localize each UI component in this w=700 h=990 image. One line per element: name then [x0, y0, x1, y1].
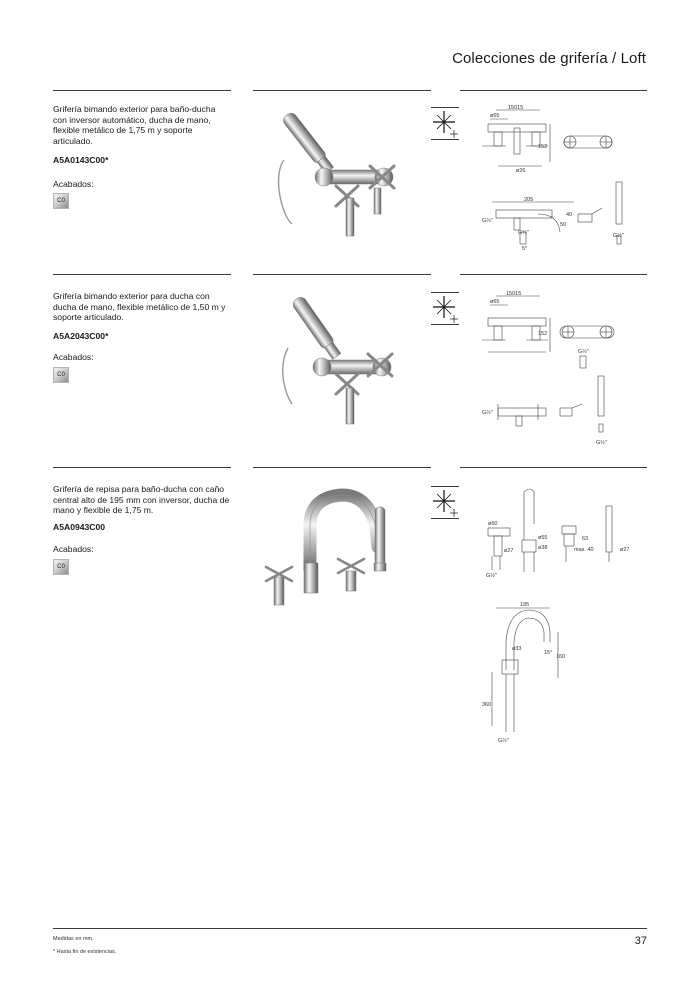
finish-swatch-chrome: C0	[53, 559, 69, 575]
dimension-label: G½"	[486, 573, 497, 579]
dimension-label: ø38	[538, 545, 548, 551]
dimension-label: G½"	[482, 410, 493, 416]
dimension-label: 5°	[522, 246, 528, 252]
dimension-label: 50	[560, 222, 567, 228]
product-description: Grifería bimando exterior para baño-ducha con inversor automático, ducha de mano, flexible metálico de 1,75 m y soporte articulado.	[53, 104, 216, 147]
dimension-label: 15015	[508, 105, 524, 111]
page-title: Colecciones de grifería / Loft	[452, 50, 646, 67]
divider	[253, 274, 431, 275]
sparkle-icon	[430, 487, 462, 519]
divider	[53, 90, 231, 91]
dimension-label: 15015	[506, 291, 522, 297]
footer-note-stock: * Hasta fin de existencias.	[53, 949, 117, 955]
dimension-label: ø27	[620, 547, 630, 553]
dimension-label: ø60	[488, 521, 498, 527]
dimension-label: G½"	[578, 349, 589, 355]
finishes-label: Acabados:	[53, 544, 94, 554]
product-code: A5A2043C00*	[53, 331, 109, 341]
dimension-label: ø65	[490, 113, 500, 119]
footer-note-measures: Medidas en mm.	[53, 936, 94, 942]
divider	[253, 467, 431, 468]
dimension-label: 360	[482, 702, 492, 708]
dimension-label: 195	[520, 602, 530, 608]
product-code: A5A0143C00*	[53, 155, 109, 165]
product-description: Grifería bimando exterior para ducha con ducha de mano, flexible metálico de 1,50 m y soporte articulado.	[53, 291, 226, 323]
sparkle-icon	[430, 108, 462, 140]
dimension-label: 40	[566, 212, 573, 218]
product-description: Grifería de repisa para baño-ducha con caño central alto de 195 mm con inversor, ducha de mano y flexible de 1,75 m.	[53, 484, 230, 516]
header-rule	[460, 90, 647, 91]
product-code: A5A0943C00	[53, 522, 106, 532]
sparkle-icon	[430, 293, 462, 325]
dimension-label: G½"	[596, 440, 607, 446]
dimension-label: ø26	[516, 168, 526, 174]
product-photo	[262, 106, 422, 241]
dimension-label: ø33	[512, 646, 522, 652]
dimension-label: ø55	[538, 535, 548, 541]
footer-rule	[53, 928, 647, 929]
divider	[53, 274, 231, 275]
technical-drawing	[478, 482, 648, 747]
dimension-label: 15°	[544, 650, 553, 656]
dimension-label: 63	[582, 536, 589, 542]
dimension-label: 205	[524, 197, 534, 203]
dimension-label: ø27	[504, 548, 514, 554]
finishes-label: Acabados:	[53, 179, 94, 189]
finish-swatch-chrome: C0	[53, 367, 69, 383]
product-photo	[262, 292, 422, 427]
finishes-label: Acabados:	[53, 352, 94, 362]
dimension-label: 152	[538, 144, 548, 150]
technical-drawing	[478, 290, 648, 450]
dimension-label: 152	[538, 331, 548, 337]
dimension-label: 160	[556, 654, 566, 660]
divider	[460, 467, 647, 468]
divider	[460, 274, 647, 275]
dimension-label: ø65	[490, 299, 500, 305]
dimension-label: G½"	[482, 218, 493, 224]
technical-drawing	[478, 104, 648, 254]
page-number: 37	[634, 935, 647, 947]
finish-swatch-chrome: C0	[53, 193, 69, 209]
product-photo	[262, 487, 422, 617]
divider	[253, 90, 431, 91]
dimension-label: G½"	[518, 230, 529, 236]
dimension-label: G½"	[613, 233, 624, 239]
dimension-label: G½"	[498, 738, 509, 744]
divider	[53, 467, 231, 468]
dimension-label: max. 40	[574, 547, 594, 553]
